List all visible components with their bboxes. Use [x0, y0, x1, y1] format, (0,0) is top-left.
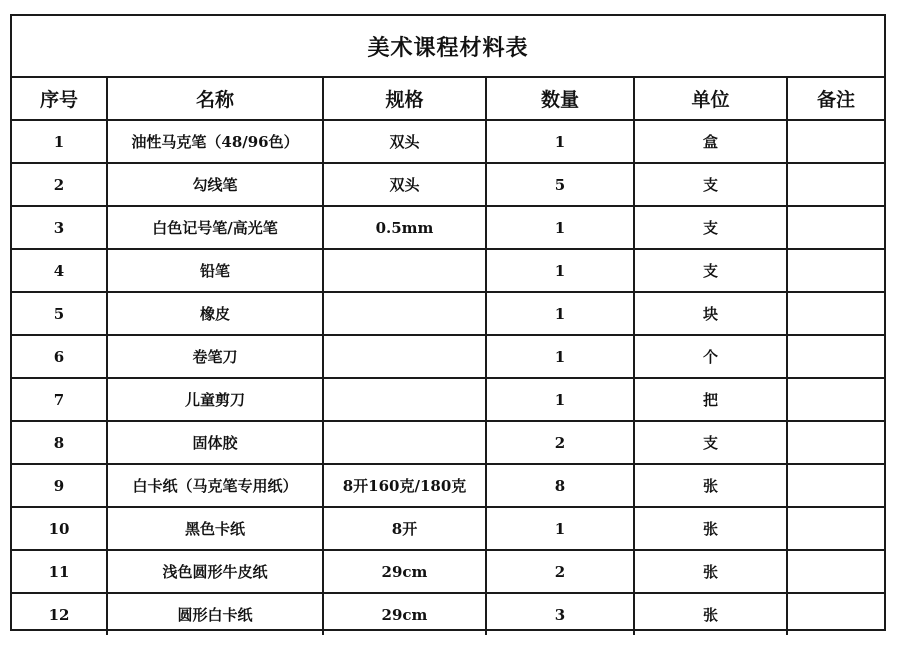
cell-unit: 张 [634, 507, 787, 550]
cell-spec [323, 292, 486, 335]
cell-no: 11 [12, 550, 107, 593]
cell-no: 4 [12, 249, 107, 292]
cell-name: 白卡纸（马克笔专用纸） [107, 464, 323, 507]
header-spec: 规格 [323, 78, 486, 120]
table-row [12, 249, 884, 292]
cell-qty: 1 [486, 507, 634, 550]
cell-unit: 支 [634, 206, 787, 249]
cell-spec [323, 249, 486, 292]
cell-qty: 1 [486, 335, 634, 378]
cell-note [787, 206, 884, 249]
cell-no: 10 [12, 507, 107, 550]
cell-no: 12 [12, 593, 107, 635]
header-name: 名称 [107, 78, 323, 120]
cell-no: 8 [12, 421, 107, 464]
cell-unit: 支 [634, 421, 787, 464]
cell-no: 7 [12, 378, 107, 421]
header-row [12, 78, 884, 120]
cell-no: 3 [12, 206, 107, 249]
cell-qty: 1 [486, 249, 634, 292]
table-body [12, 120, 884, 635]
cell-no: 9 [12, 464, 107, 507]
cell-name: 铅笔 [107, 249, 323, 292]
table-row [12, 335, 884, 378]
cell-spec: 8开160克/180克 [323, 464, 486, 507]
table-row [12, 378, 884, 421]
cell-spec: 双头 [323, 120, 486, 163]
header-note: 备注 [787, 78, 884, 120]
cell-name: 圆形白卡纸 [107, 593, 323, 635]
cell-qty: 8 [486, 464, 634, 507]
table-row [12, 206, 884, 249]
cell-name: 勾线笔 [107, 163, 323, 206]
cell-no: 1 [12, 120, 107, 163]
cell-unit: 支 [634, 163, 787, 206]
cell-no: 6 [12, 335, 107, 378]
table-row [12, 593, 884, 635]
cell-name: 橡皮 [107, 292, 323, 335]
cell-name: 固体胶 [107, 421, 323, 464]
cell-note [787, 378, 884, 421]
table-row [12, 421, 884, 464]
cell-note [787, 421, 884, 464]
header-qty: 数量 [486, 78, 634, 120]
cell-note [787, 249, 884, 292]
cell-unit: 块 [634, 292, 787, 335]
cell-spec [323, 378, 486, 421]
cell-note [787, 593, 884, 635]
cell-qty: 1 [486, 292, 634, 335]
cell-unit: 张 [634, 550, 787, 593]
cell-spec: 29cm [323, 593, 486, 635]
cell-spec: 0.5mm [323, 206, 486, 249]
table-row [12, 464, 884, 507]
cell-spec: 29cm [323, 550, 486, 593]
header-no: 序号 [12, 78, 107, 120]
cell-note [787, 550, 884, 593]
cell-unit: 张 [634, 464, 787, 507]
cell-unit: 盒 [634, 120, 787, 163]
cell-spec [323, 421, 486, 464]
cell-qty: 1 [486, 378, 634, 421]
cell-no: 2 [12, 163, 107, 206]
cell-spec: 8开 [323, 507, 486, 550]
cell-spec: 双头 [323, 163, 486, 206]
cell-name: 浅色圆形牛皮纸 [107, 550, 323, 593]
table-row [12, 292, 884, 335]
cell-qty: 2 [486, 421, 634, 464]
cell-unit: 支 [634, 249, 787, 292]
cell-spec [323, 335, 486, 378]
table-row [12, 550, 884, 593]
table-row [12, 507, 884, 550]
materials-sheet [10, 14, 886, 631]
cell-note [787, 292, 884, 335]
cell-name: 儿童剪刀 [107, 378, 323, 421]
cell-note [787, 335, 884, 378]
cell-name: 白色记号笔/高光笔 [107, 206, 323, 249]
cell-name: 卷笔刀 [107, 335, 323, 378]
cell-note [787, 120, 884, 163]
header-unit: 单位 [634, 78, 787, 120]
cell-note [787, 507, 884, 550]
cell-qty: 2 [486, 550, 634, 593]
cell-no: 5 [12, 292, 107, 335]
materials-table [12, 78, 884, 635]
cell-note [787, 464, 884, 507]
table-row [12, 163, 884, 206]
cell-qty: 5 [486, 163, 634, 206]
cell-unit: 个 [634, 335, 787, 378]
cell-unit: 把 [634, 378, 787, 421]
cell-note [787, 163, 884, 206]
cell-name: 油性马克笔（48/96色） [107, 120, 323, 163]
table-row [12, 120, 884, 163]
cell-name: 黑色卡纸 [107, 507, 323, 550]
cell-unit: 张 [634, 593, 787, 635]
table-title: 美术课程材料表 [12, 16, 884, 78]
cell-qty: 1 [486, 120, 634, 163]
cell-qty: 1 [486, 206, 634, 249]
cell-qty: 3 [486, 593, 634, 635]
